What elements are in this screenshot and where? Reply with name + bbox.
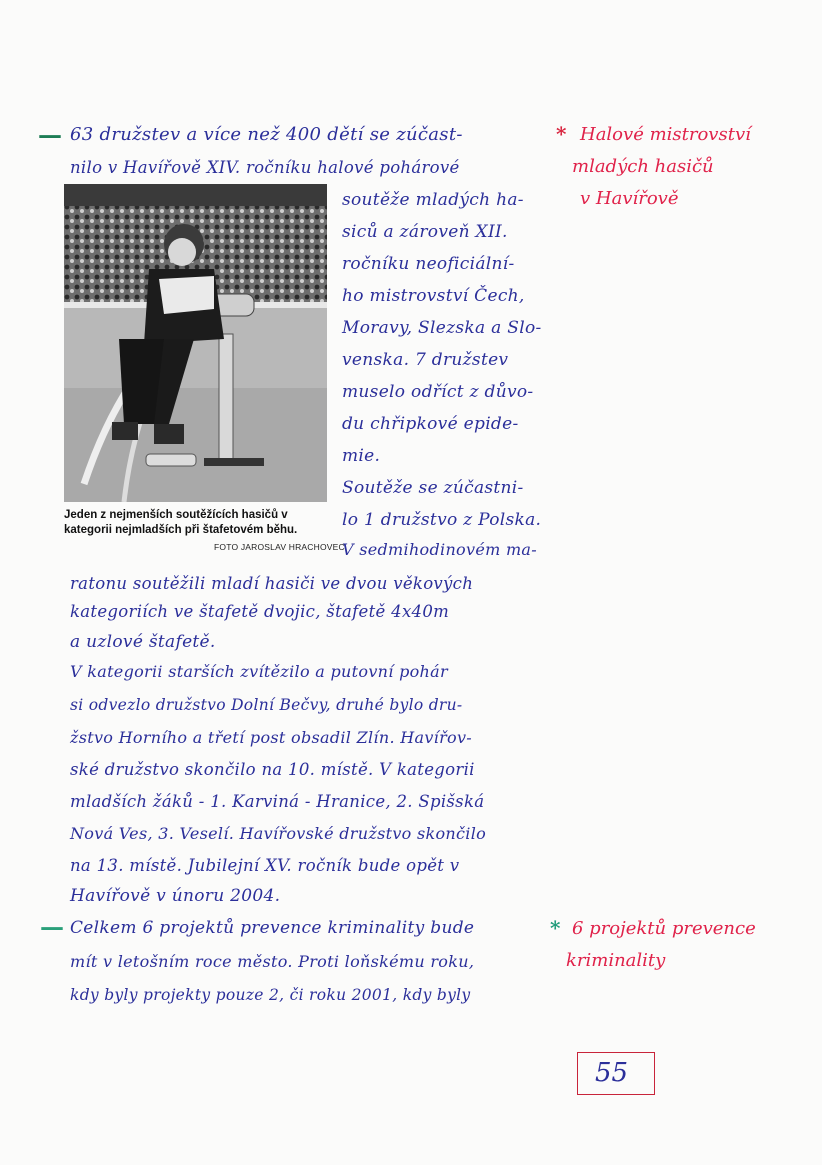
entry-dash-1: — bbox=[38, 120, 62, 149]
body-line: ho mistrovství Čech, bbox=[342, 286, 525, 306]
page-number: 55 bbox=[595, 1058, 629, 1088]
margin-note-line: 6 projektů prevence bbox=[572, 918, 756, 939]
body-line: kategoriích ve štafetě dvojic, štafetě 4x40m bbox=[70, 602, 450, 621]
newspaper-photo bbox=[64, 184, 327, 502]
body-line: ratonu soutěžili mladí hasiči ve dvou věkových bbox=[70, 574, 474, 593]
body-line: ročníku neoficiální- bbox=[342, 254, 515, 274]
margin-note-line: kriminality bbox=[566, 950, 666, 971]
body-line: venska. 7 družstev bbox=[342, 350, 509, 370]
body-line: muselo odříct z důvo- bbox=[342, 382, 534, 402]
body-line: mie. bbox=[342, 446, 381, 466]
photo-caption: Jeden z nejmenších soutěžících hasičů v kategorii nejmladších při štafetovém běhu. bbox=[64, 509, 298, 536]
body-line: Nová Ves, 3. Veselí. Havířovské družstvo skončilo bbox=[70, 824, 487, 843]
body-line: siců a zároveň XII. bbox=[342, 222, 508, 242]
body-line: lo 1 družstvo z Polska. bbox=[342, 510, 542, 530]
body-line: Celkem 6 projektů prevence kriminality bude bbox=[70, 918, 475, 938]
body-line: na 13. místě. Jubilejní XV. ročník bude opět v bbox=[70, 856, 460, 875]
body-line: nilo v Havířově XIV. ročníku halové pohárové bbox=[70, 158, 460, 177]
body-line: kdy byly projekty pouze 2, či roku 2001, kdy byly bbox=[70, 986, 471, 1004]
body-line: ské družstvo skončilo na 10. místě. V kategorii bbox=[70, 760, 475, 779]
body-line: žstvo Horního a třetí post obsadil Zlín. Havířov- bbox=[70, 728, 473, 747]
photo-credit: FOTO JAROSLAV HRACHOVEC bbox=[214, 542, 345, 552]
body-line: mladších žáků - 1. Karviná - Hranice, 2. Spišská bbox=[70, 792, 485, 811]
body-line: V sedmihodinovém ma- bbox=[342, 540, 537, 559]
body-line: a uzlové štafetě. bbox=[70, 632, 216, 652]
margin-star-icon: * bbox=[550, 916, 561, 940]
margin-star-icon: * bbox=[556, 122, 567, 146]
margin-note-line: Halové mistrovství bbox=[580, 124, 751, 145]
body-line: si odvezlo družstvo Dolní Bečvy, druhé bylo dru- bbox=[70, 696, 463, 714]
body-line: Soutěže se zúčastni- bbox=[342, 478, 524, 498]
body-line: V kategorii starších zvítězilo a putovní pohár bbox=[70, 662, 448, 681]
body-line: Havířově v únoru 2004. bbox=[70, 886, 281, 906]
body-line: Moravy, Slezska a Slo- bbox=[342, 318, 542, 338]
margin-note-line: v Havířově bbox=[580, 188, 679, 209]
body-line: mít v letošním roce město. Proti loňskému roku, bbox=[70, 952, 475, 971]
body-line: 63 družstev a více než 400 dětí se zúčast- bbox=[70, 124, 463, 145]
body-line: soutěže mladých ha- bbox=[342, 190, 524, 210]
body-line: du chřipkové epide- bbox=[342, 414, 519, 434]
entry-dash-2: — bbox=[40, 912, 64, 941]
margin-note-line: mladých hasičů bbox=[572, 156, 714, 177]
